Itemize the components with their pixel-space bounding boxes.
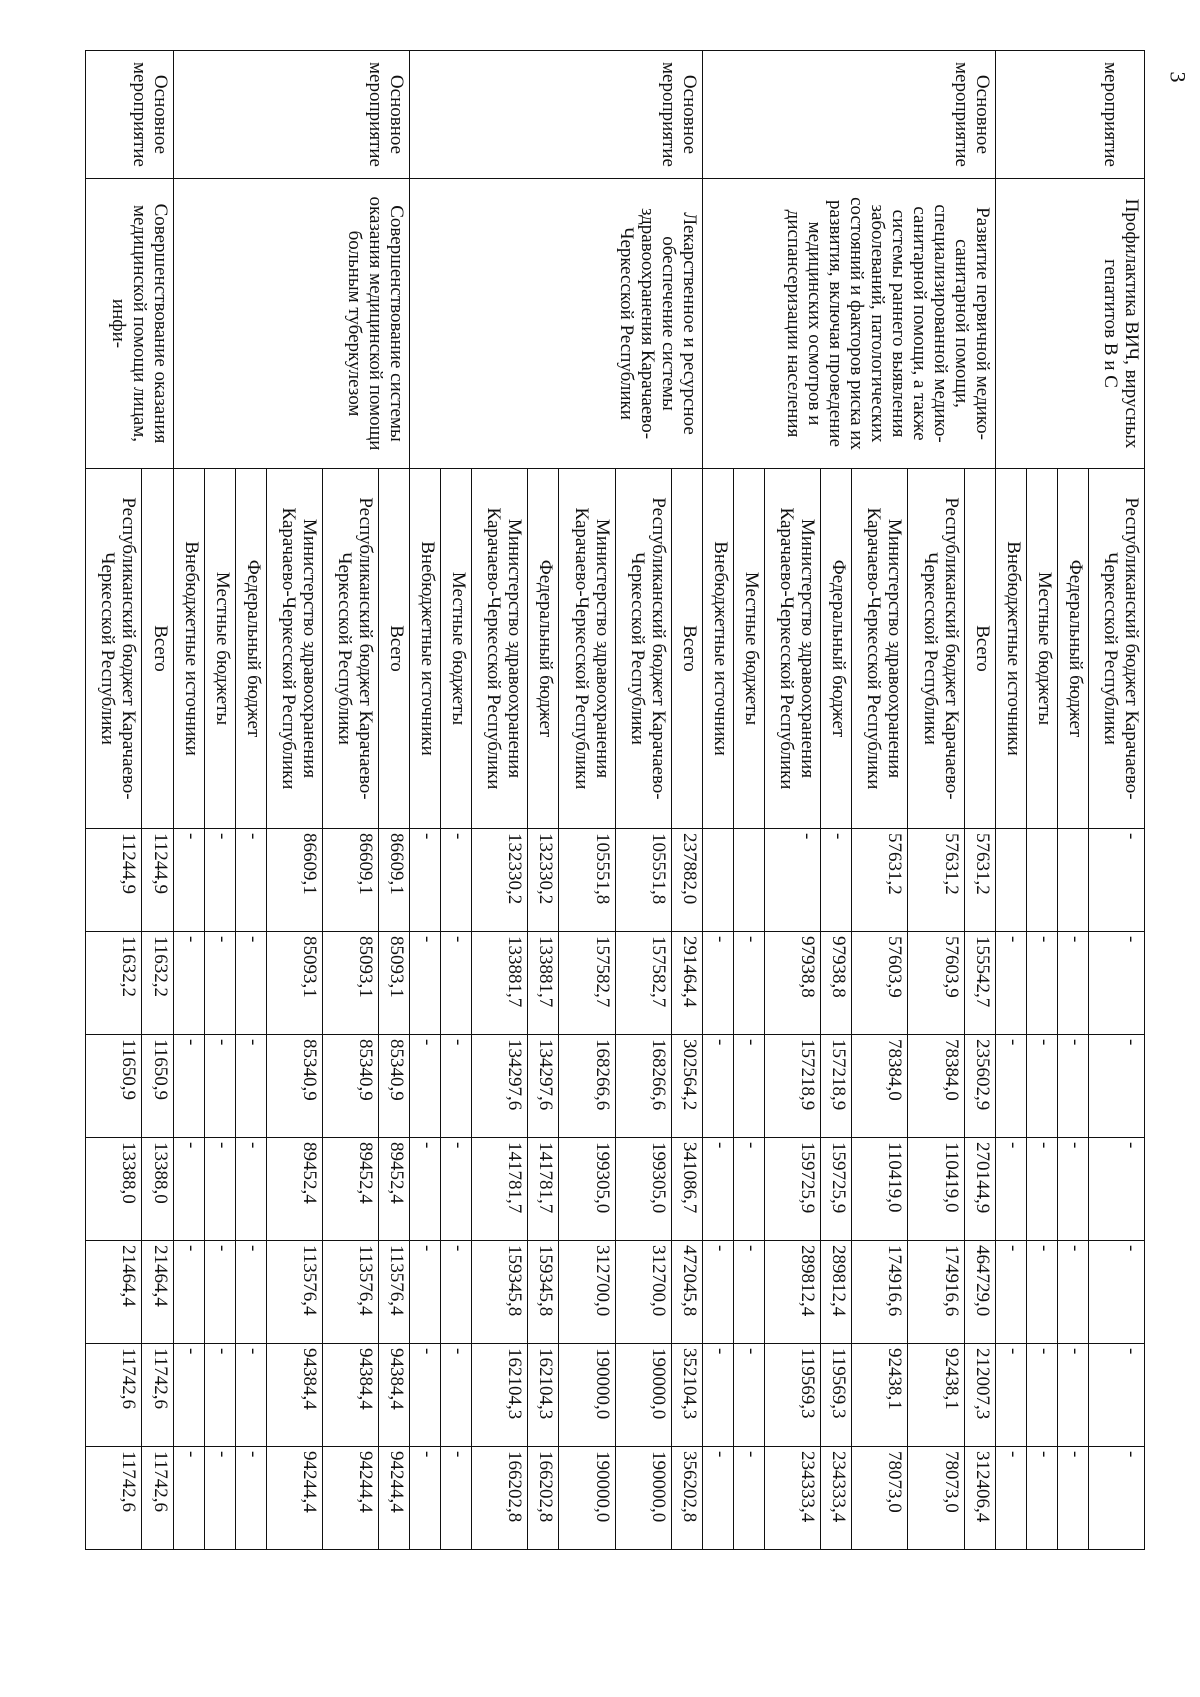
event-type-line1: Основное xyxy=(386,74,408,155)
event-name-cell: Совершенствование оказания медицинской помощи лицам, инфи- xyxy=(86,179,174,469)
amount-cell: - xyxy=(1057,1241,1088,1344)
event-type-cell xyxy=(410,51,703,179)
amount-cell: 94384,4 xyxy=(322,1344,378,1447)
amount-cell: 234333,4 xyxy=(765,1447,821,1550)
amount-cell: 212007,3 xyxy=(964,1344,995,1447)
amount-cell: - xyxy=(410,1035,441,1138)
funding-source-cell: Министерство здравоохранения Карачаево-Черкесской Республики xyxy=(472,469,528,829)
amount-cell: - xyxy=(733,1035,764,1138)
amount-cell: - xyxy=(733,1447,764,1550)
table-row xyxy=(964,51,995,1550)
amount-cell: 190000,0 xyxy=(559,1447,615,1550)
amount-cell: 21464,4 xyxy=(86,1241,142,1344)
amount-cell: - xyxy=(235,1035,266,1138)
amount-cell: 199305,0 xyxy=(559,1138,615,1241)
amount-cell: 94384,4 xyxy=(266,1344,322,1447)
amount-cell: - xyxy=(441,1344,472,1447)
amount-cell: - xyxy=(441,1241,472,1344)
amount-cell: - xyxy=(1026,1241,1057,1344)
amount-cell: - xyxy=(1026,1344,1057,1447)
amount-cell: 174916,6 xyxy=(908,1241,964,1344)
amount-cell: 78384,0 xyxy=(908,1035,964,1138)
funding-source-cell: Республиканский бюджет Карачаево-Черкесской Республики xyxy=(1088,469,1144,829)
funding-source-cell: Внебюджетные источники xyxy=(410,469,441,829)
amount-cell: 312406,4 xyxy=(964,1447,995,1550)
amount-cell: - xyxy=(204,932,235,1035)
funding-source-cell: Всего xyxy=(379,469,410,829)
amount-cell: 85340,9 xyxy=(266,1035,322,1138)
amount-cell: - xyxy=(1026,1447,1057,1550)
amount-cell: 190000,0 xyxy=(615,1447,671,1550)
amount-cell: - xyxy=(995,1344,1026,1447)
amount-cell: 86609,1 xyxy=(379,829,410,932)
amount-cell: 235602,9 xyxy=(964,1035,995,1138)
event-type-cell xyxy=(86,51,174,179)
amount-cell: 113576,4 xyxy=(379,1241,410,1344)
amount-cell: - xyxy=(1057,1138,1088,1241)
amount-cell: 105551,8 xyxy=(559,829,615,932)
amount-cell xyxy=(995,829,1026,932)
funding-source-cell: Всего xyxy=(964,469,995,829)
amount-cell: 94384,4 xyxy=(379,1344,410,1447)
amount-cell: 119569,3 xyxy=(821,1344,852,1447)
event-name-cell: Профилактика ВИЧ, вирусных гепатитов В и С xyxy=(995,179,1144,469)
amount-cell: - xyxy=(441,829,472,932)
amount-cell: - xyxy=(733,1344,764,1447)
amount-cell: 289812,4 xyxy=(765,1241,821,1344)
amount-cell: 159725,9 xyxy=(765,1138,821,1241)
amount-cell: 162104,3 xyxy=(528,1344,559,1447)
amount-cell: 13388,0 xyxy=(86,1138,142,1241)
amount-cell: 312700,0 xyxy=(559,1241,615,1344)
funding-source-cell: Внебюджетные источники xyxy=(995,469,1026,829)
amount-cell: - xyxy=(821,829,852,932)
amount-cell: 134297,6 xyxy=(472,1035,528,1138)
funding-source-cell: Федеральный бюджет xyxy=(1057,469,1088,829)
amount-cell: 157582,7 xyxy=(615,932,671,1035)
amount-cell: - xyxy=(204,1035,235,1138)
amount-cell: 157582,7 xyxy=(559,932,615,1035)
amount-cell xyxy=(1026,829,1057,932)
amount-cell: 166202,8 xyxy=(472,1447,528,1550)
funding-source-cell: Местные бюджеты xyxy=(1026,469,1057,829)
amount-cell: 113576,4 xyxy=(266,1241,322,1344)
amount-cell: - xyxy=(733,1241,764,1344)
event-type-cell xyxy=(702,51,995,179)
amount-cell: - xyxy=(995,1447,1026,1550)
funding-source-cell: Министерство здравоохранения Карачаево-Черкесской Республики xyxy=(852,469,908,829)
table-body xyxy=(86,51,1145,1550)
amount-cell: 133881,7 xyxy=(472,932,528,1035)
amount-cell: 57603,9 xyxy=(908,932,964,1035)
funding-source-cell: Всего xyxy=(671,469,702,829)
amount-cell: 94244,4 xyxy=(379,1447,410,1550)
amount-cell: 159725,9 xyxy=(821,1138,852,1241)
amount-cell: - xyxy=(702,1447,733,1550)
funding-source-cell: Местные бюджеты xyxy=(204,469,235,829)
amount-cell: 11650,9 xyxy=(86,1035,142,1138)
amount-cell: - xyxy=(173,1138,204,1241)
amount-cell: 85093,1 xyxy=(322,932,378,1035)
amount-cell: 97938,8 xyxy=(821,932,852,1035)
amount-cell: 85340,9 xyxy=(322,1035,378,1138)
event-type-line2: мероприятие xyxy=(1100,62,1121,167)
amount-cell: 85093,1 xyxy=(266,932,322,1035)
amount-cell: - xyxy=(702,1035,733,1138)
amount-cell: 234333,4 xyxy=(821,1447,852,1550)
amount-cell: 119569,3 xyxy=(765,1344,821,1447)
amount-cell: - xyxy=(410,829,441,932)
amount-cell: - xyxy=(441,1447,472,1550)
amount-cell: 85340,9 xyxy=(379,1035,410,1138)
amount-cell: - xyxy=(1088,932,1144,1035)
amount-cell: 78384,0 xyxy=(852,1035,908,1138)
amount-cell: 190000,0 xyxy=(615,1344,671,1447)
amount-cell: 133881,7 xyxy=(528,932,559,1035)
amount-cell: - xyxy=(1026,1138,1057,1241)
amount-cell: - xyxy=(702,932,733,1035)
amount-cell: 157218,9 xyxy=(765,1035,821,1138)
amount-cell: - xyxy=(204,1447,235,1550)
amount-cell: - xyxy=(1088,1138,1144,1241)
event-type-line2: мероприятие xyxy=(950,62,972,167)
funding-source-cell: Всего xyxy=(142,469,173,829)
funding-source-cell: Местные бюджеты xyxy=(441,469,472,829)
amount-cell: - xyxy=(441,1035,472,1138)
amount-cell: 168266,6 xyxy=(559,1035,615,1138)
table-row xyxy=(379,51,410,1550)
amount-cell: 291464,4 xyxy=(671,932,702,1035)
funding-source-cell: Местные бюджеты xyxy=(733,469,764,829)
amount-cell: 159345,8 xyxy=(472,1241,528,1344)
amount-cell: 174916,6 xyxy=(852,1241,908,1344)
amount-cell: 110419,0 xyxy=(852,1138,908,1241)
amount-cell xyxy=(733,829,764,932)
amount-cell: 110419,0 xyxy=(908,1138,964,1241)
amount-cell: 11650,9 xyxy=(142,1035,173,1138)
amount-cell: - xyxy=(733,1138,764,1241)
funding-source-cell: Внебюджетные источники xyxy=(702,469,733,829)
amount-cell xyxy=(702,829,733,932)
amount-cell: 92438,1 xyxy=(908,1344,964,1447)
amount-cell: 162104,3 xyxy=(472,1344,528,1447)
amount-cell: - xyxy=(204,1241,235,1344)
amount-cell: 312700,0 xyxy=(615,1241,671,1344)
amount-cell: - xyxy=(733,932,764,1035)
table-row xyxy=(1088,51,1144,1550)
amount-cell: 356202,8 xyxy=(671,1447,702,1550)
amount-cell: 11632,2 xyxy=(86,932,142,1035)
event-type-line2: мероприятие xyxy=(128,62,150,167)
amount-cell: 21464,4 xyxy=(142,1241,173,1344)
event-type-line1: Основное xyxy=(971,74,993,155)
funding-source-cell: Внебюджетные источники xyxy=(173,469,204,829)
amount-cell: 472045,8 xyxy=(671,1241,702,1344)
amount-cell: 92438,1 xyxy=(852,1344,908,1447)
amount-cell: - xyxy=(410,932,441,1035)
funding-source-cell: Республиканский бюджет Карачаево-Черкесской Республики xyxy=(908,469,964,829)
amount-cell: - xyxy=(702,1241,733,1344)
amount-cell: 57631,2 xyxy=(908,829,964,932)
amount-cell: - xyxy=(204,1344,235,1447)
amount-cell: - xyxy=(1026,1035,1057,1138)
amount-cell: - xyxy=(235,1344,266,1447)
budget-table xyxy=(85,50,1145,1550)
event-type-cell xyxy=(173,51,410,179)
amount-cell: 57603,9 xyxy=(852,932,908,1035)
amount-cell: - xyxy=(765,829,821,932)
amount-cell: 141781,7 xyxy=(528,1138,559,1241)
amount-cell: 105551,8 xyxy=(615,829,671,932)
amount-cell: 86609,1 xyxy=(266,829,322,932)
event-type-line1: Основное xyxy=(678,74,700,155)
amount-cell: - xyxy=(1057,932,1088,1035)
event-name-cell: Совершенствование системы оказания медицинской помощи больным туберкулезом xyxy=(173,179,410,469)
amount-cell: 302564,2 xyxy=(671,1035,702,1138)
funding-source-cell: Федеральный бюджет xyxy=(821,469,852,829)
amount-cell xyxy=(1057,829,1088,932)
amount-cell: 11244,9 xyxy=(142,829,173,932)
amount-cell: - xyxy=(235,1447,266,1550)
amount-cell: 141781,7 xyxy=(472,1138,528,1241)
amount-cell: 270144,9 xyxy=(964,1138,995,1241)
amount-cell: 157218,9 xyxy=(821,1035,852,1138)
amount-cell: 190000,0 xyxy=(559,1344,615,1447)
amount-cell: 166202,8 xyxy=(528,1447,559,1550)
amount-cell: 97938,8 xyxy=(765,932,821,1035)
amount-cell: 11742,6 xyxy=(142,1344,173,1447)
amount-cell: 289812,4 xyxy=(821,1241,852,1344)
amount-cell: 94244,4 xyxy=(266,1447,322,1550)
amount-cell: - xyxy=(235,1138,266,1241)
amount-cell: - xyxy=(410,1344,441,1447)
table-row xyxy=(671,51,702,1550)
amount-cell: - xyxy=(173,1344,204,1447)
amount-cell: - xyxy=(173,932,204,1035)
amount-cell: 341086,7 xyxy=(671,1138,702,1241)
amount-cell: - xyxy=(173,1035,204,1138)
amount-cell: 89452,4 xyxy=(266,1138,322,1241)
amount-cell: - xyxy=(235,829,266,932)
funding-source-cell: Республиканский бюджет Карачаево-Черкесской Республики xyxy=(615,469,671,829)
event-type-cell xyxy=(995,51,1144,179)
amount-cell: 11742,6 xyxy=(142,1447,173,1550)
amount-cell: 94244,4 xyxy=(322,1447,378,1550)
amount-cell: - xyxy=(235,1241,266,1344)
amount-cell: 199305,0 xyxy=(615,1138,671,1241)
amount-cell: - xyxy=(410,1241,441,1344)
amount-cell: - xyxy=(702,1344,733,1447)
event-name-cell: Лекарственное и ресурсное обеспечение системы здравоохранения Карачаево-Черкесской Республики xyxy=(410,179,703,469)
amount-cell: - xyxy=(1057,1447,1088,1550)
amount-cell: - xyxy=(1026,932,1057,1035)
amount-cell: 113576,4 xyxy=(322,1241,378,1344)
amount-cell: - xyxy=(441,932,472,1035)
amount-cell: 78073,0 xyxy=(852,1447,908,1550)
table-row xyxy=(142,51,173,1550)
amount-cell: 159345,8 xyxy=(528,1241,559,1344)
amount-cell: - xyxy=(1088,1035,1144,1138)
amount-cell: - xyxy=(1088,1344,1144,1447)
funding-source-cell: Министерство здравоохранения Карачаево-Черкесской Республики xyxy=(559,469,615,829)
amount-cell: 57631,2 xyxy=(852,829,908,932)
amount-cell: - xyxy=(204,829,235,932)
page-number: 3 xyxy=(1165,71,1191,83)
amount-cell: - xyxy=(235,932,266,1035)
event-type-line2: мероприятие xyxy=(657,62,679,167)
amount-cell: - xyxy=(204,1138,235,1241)
amount-cell: 464729,0 xyxy=(964,1241,995,1344)
amount-cell: - xyxy=(995,1241,1026,1344)
funding-source-cell: Министерство здравоохранения Карачаево-Черкесской Республики xyxy=(765,469,821,829)
amount-cell: - xyxy=(995,932,1026,1035)
event-name-cell: Развитие первичной медико-санитарной помощи, специализированной медико-санитарной помощи, а также системы раннего выявления заболеваний, патологических состояний и факторов риска их развития, включая проведение медицинских осмотров и диспансеризации населения xyxy=(702,179,995,469)
amount-cell: - xyxy=(995,1138,1026,1241)
funding-source-cell: Федеральный бюджет xyxy=(235,469,266,829)
amount-cell: 352104,3 xyxy=(671,1344,702,1447)
amount-cell: - xyxy=(995,1035,1026,1138)
funding-source-cell: Федеральный бюджет xyxy=(528,469,559,829)
amount-cell: - xyxy=(1057,1035,1088,1138)
amount-cell: - xyxy=(173,829,204,932)
amount-cell: 13388,0 xyxy=(142,1138,173,1241)
amount-cell: 89452,4 xyxy=(379,1138,410,1241)
amount-cell: 86609,1 xyxy=(322,829,378,932)
amount-cell: 11632,2 xyxy=(142,932,173,1035)
amount-cell: 237882,0 xyxy=(671,829,702,932)
amount-cell: 155542,7 xyxy=(964,932,995,1035)
amount-cell: 132330,2 xyxy=(528,829,559,932)
funding-source-cell: Республиканский бюджет Карачаево-Черкесской Республики xyxy=(86,469,142,829)
amount-cell: - xyxy=(1088,1447,1144,1550)
event-type-line1: Основное xyxy=(149,74,171,155)
amount-cell: 168266,6 xyxy=(615,1035,671,1138)
amount-cell: - xyxy=(410,1447,441,1550)
amount-cell: 134297,6 xyxy=(528,1035,559,1138)
rotated-page xyxy=(85,50,1145,1550)
event-type-line2: мероприятие xyxy=(365,62,387,167)
amount-cell: 78073,0 xyxy=(908,1447,964,1550)
amount-cell: 132330,2 xyxy=(472,829,528,932)
amount-cell: - xyxy=(1088,1241,1144,1344)
amount-cell: 11742,6 xyxy=(86,1344,142,1447)
amount-cell: - xyxy=(702,1138,733,1241)
amount-cell: 89452,4 xyxy=(322,1138,378,1241)
amount-cell: 11742,6 xyxy=(86,1447,142,1550)
amount-cell: 85093,1 xyxy=(379,932,410,1035)
amount-cell: - xyxy=(441,1138,472,1241)
amount-cell: - xyxy=(410,1138,441,1241)
amount-cell: - xyxy=(173,1241,204,1344)
funding-source-cell: Министерство здравоохранения Карачаево-Черкесской Республики xyxy=(266,469,322,829)
amount-cell: 11244,9 xyxy=(86,829,142,932)
funding-source-cell: Республиканский бюджет Карачаево-Черкесской Республики xyxy=(322,469,378,829)
amount-cell: 57631,2 xyxy=(964,829,995,932)
amount-cell: - xyxy=(1057,1344,1088,1447)
amount-cell: - xyxy=(173,1447,204,1550)
amount-cell: - xyxy=(1088,829,1144,932)
